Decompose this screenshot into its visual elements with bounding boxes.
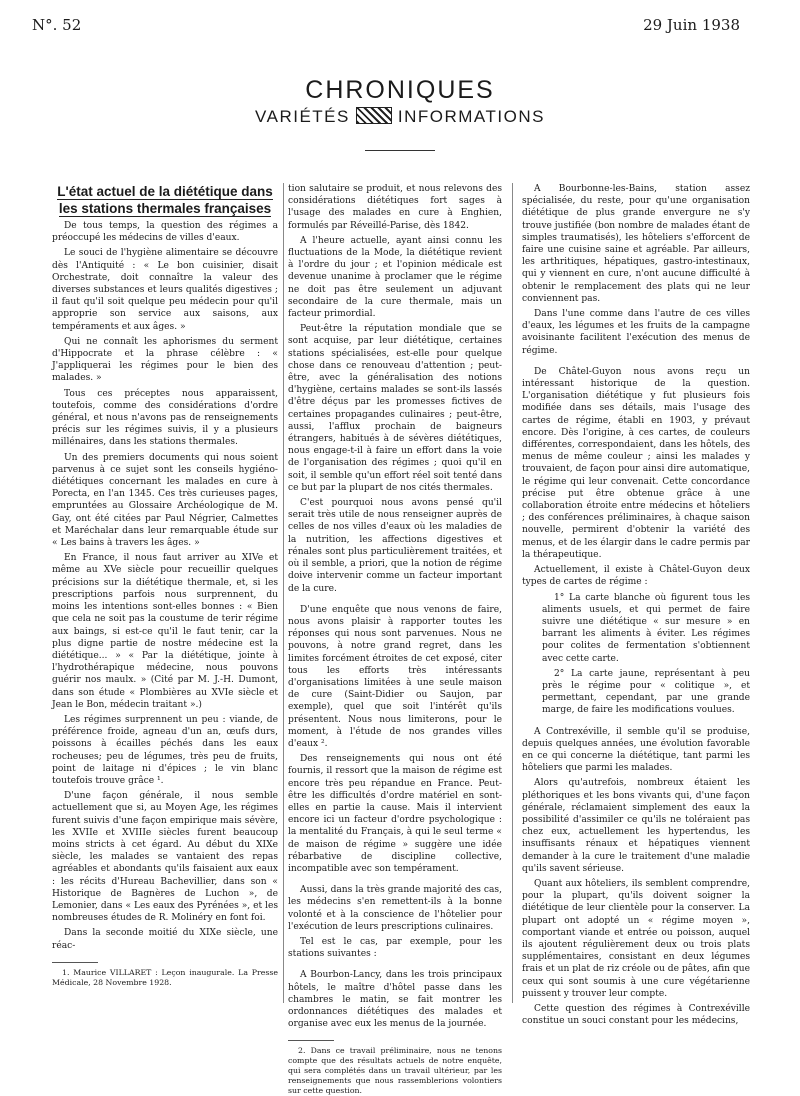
paragraph: De Châtel-Guyon nous avons reçu un intéressant historique de la question. L'organisation diététique y fut plusieurs fois modifiée dans ses détails, mais l'usage des cartes de régime, établi en 1903, y prévaut encore. Dès l'origine, à ces cartes, de couleurs différentes, correspondaient, dans les hôtels, des menus de même couleur ; ainsi les malades y trouvaient, de façon pour ainsi dire automatique, le régime qui leur convenait. Cette concordance précise put être obtenue grâce à une collaboration étroite entre médecins et hôteliers ; des conférences préliminaires, à chaque saison nouvelle, permirent d'obtenir la variété des menus, et de les élargir dans le cadre permis par la thérapeutique. xyxy=(522,366,750,560)
paragraph: Dans l'une comme dans l'autre de ces villes d'eaux, les légumes et les fruits de la campagne avoisinante facilitent l'exécution des menus de régime. xyxy=(522,309,750,356)
list-item: 2° La carte jaune, représentant à peu près le régime pour « colitique », et permettant, cependant, par une grande marge, de faire les modifications voulues. xyxy=(542,668,750,716)
paragraph: Peut-être la réputation mondiale que se sont acquise, par leur diététique, certaines stations spécialisées, est-elle pour quelque chose dans ce renouveau d'attention ; peut-être, avec la généralisation des notions d'hygiène, certains malades se sont-ils lassés d'être déçus par les promesses fictives de certaines propagandes culinaires ; peut-être, aussi, l'afflux prochain de baigneurs étrangers, habitués à de sévères diététiques, nous engage-t-il à faire un effort dans la voie de l'organisation des régimes ; quoi qu'il en soit, il semble qu'un effort réel soit tenté dans ce but par la plupart de nos cités thermales. xyxy=(288,324,502,493)
footnote: 1. Maurice VILLARET : Leçon inaugurale. La Presse Médicale, 28 Novembre 1928. xyxy=(52,967,278,987)
paragraph: Actuellement, il existe à Châtel-Guyon deux types de cartes de régime : xyxy=(522,565,750,588)
article-column-2 xyxy=(288,183,502,1096)
paragraph: D'une façon générale, il nous semble actuellement que si, au Moyen Age, les régimes furent suivis d'une façon empirique mais sévère, les XVIIe et XVIIIe siècles furent beaucoup moins stricts à cet égard. Au début du XIXe siècle, les malades se vantaient des repas agréables et abondants qu'ils faisaient aux eaux : les récits d'Hureau Bachevillier, dans son « Historique de Bagnères de Luchon », de Lemonier, dans « Les eaux des Pyrénées », et les nombreuses études de R. Molinéry en font foi. xyxy=(52,791,278,924)
paragraph: C'est pourquoi nous avons pensé qu'il serait très utile de nous renseigner auprès de celles de nos villes d'eaux où les maladies de la nutrition, les affections digestives et rénales sont plus particulièrement traitées, et où il semble, a priori, que la notion de régime doive intervenir comme un facteur important de la cure. xyxy=(288,498,502,594)
paragraph: A l'heure actuelle, ayant ainsi connu les fluctuations de la Mode, la diététique revient à l'ordre du jour ; et l'opinion médicale est devenue unanime à proclamer que le régime ne doit pas être seulement un adjuvant secondaire de la cure thermale, mais un facteur primordial. xyxy=(288,235,502,320)
article-title: L'état actuel de la diététique dans les stations thermales françaises xyxy=(57,184,273,216)
paragraph: Dans la seconde moitié du XIXe siècle, une réac- xyxy=(52,928,278,951)
paragraph: Aussi, dans la très grande majorité des cas, les médecins s'en remettent-ils à la bonne volonté et à la conscience de l'hôtelier pour l'exécution de leurs prescriptions culinaires. xyxy=(288,885,502,932)
masthead-rule xyxy=(365,150,435,151)
paragraph: Quant aux hôteliers, ils semblent comprendre, pour la plupart, qu'ils doivent soigner la diététique de leur clientèle pour la conserver. La plupart ont adopté un « régime moyen », comportant viande et entrée ou poisson, auquel ils ajoutent régulièrement deux ou trois plats supplémentaires, consistant en deux légumes frais et un plat de riz créole ou de pâtes, afin que ceux qui sont soumis à une cure végétarienne puissent y trouver leur compte. xyxy=(522,878,750,999)
paragraph: D'une enquête que nous venons de faire, nous avons plaisir à rapporter toutes les réponses qui nous sont parvenues. Nous ne pouvons, à notre grand regret, dans les limites forcément étroites de cet exposé, citer tous les efforts très intéressants d'organisations limitées à une seule maison de cure (Saint-Didier ou Saujon, par exemple), quel que soit l'intérêt qu'ils présentent. Nous nous limiterons, pour le moment, à l'étude de nos grandes villes d'eaux ². xyxy=(288,604,502,749)
masthead-subtitle xyxy=(0,107,800,127)
paragraph: Tous ces préceptes nous apparaissent, toutefois, comme des considérations d'ordre général, et nous n'avons pas de renseignements précis sur les régimes suivis, il y a plusieurs millénaires, dans les stations thermales. xyxy=(52,388,278,448)
paragraph: Tel est le cas, par exemple, pour les stations suivantes : xyxy=(288,936,502,960)
column-divider xyxy=(512,183,513,1003)
masthead-informations: INFORMATIONS xyxy=(397,107,545,126)
footnote-rule xyxy=(288,1040,334,1041)
paragraph: A Bourbon-Lancy, dans les trois principaux hôtels, le maître d'hôtel passe dans les chambres le matin, se fait montrer les ordonnances diététiques des malades et organise avec eux les menus de la journée. xyxy=(288,970,502,1030)
paragraph: Des renseignements qui nous ont été fournis, il ressort que la maison de régime est encore très peu répandue en France. Peut-être les difficultés d'ordre matériel en sont-elles en partie la cause. Mais il intervient encore ici un facteur d'ordre psychologique : la mentalité du Français, à qui le seul terme « de maison de régime » suggère une idée rébarbative de discipline collective, incompatible avec son tempérament. xyxy=(288,754,502,874)
paragraph: A Bourbonne-les-Bains, station assez spécialisée, du reste, pour qu'une organisation diététique de plus grande envergure ne s'y trouve justifiée (bon nombre de malades étant de simples traumatisés), les hôteliers s'efforcent de faire une cuisine saine et agréable. Par ailleurs, les arthritiques, hépatiques, gastro-intestinaux, qui y viennent en cure, n'ont aucune difficulté à obtenir le remplacement des plats qui ne leur conviennent pas. xyxy=(522,184,750,304)
column-divider xyxy=(283,183,284,1003)
ornament-icon xyxy=(356,107,392,124)
paragraph: De tous temps, la question des régimes a préoccupé les médecins de villes d'eaux. xyxy=(52,221,278,244)
paragraph: Un des premiers documents qui nous soient parvenus à ce sujet sont les conseils hygiéno-diététiques concernant les malades en cure à Porecta, en l'an 1345. Ces très curieuses pages, empruntées au Glossaire Archéologique de M. Gay, ont été citées par Paul Négrier, Calmettes et Maréchalar dans leur remarquable étude sur « Les bains à travers les âges. » xyxy=(52,452,278,549)
footnote: 2. Dans ce travail préliminaire, nous ne tenons compte que des résultats actuels de notre enquête, qui sera complétés dans un travail ultérieur, par les renseignements que nous rassemblerions volontiers sur cette question. xyxy=(288,1046,502,1096)
article-column-3 xyxy=(522,183,750,1030)
paragraph: En France, il nous faut arriver au XIVe et même au XVe siècle pour recueillir quelques précisions sur la diététique thermale, et, si les prescriptions parfois nous surprennent, du moins les intentions sont-elles bonnes : « Bien que cela ne soit pas la coustume de terir régime aux baings, si est-ce qu'il le faut tenir, car la plus digne partie de nostre médecine est la diététique... » « Par la diététique, jointe à l'hydrothérapique médecine, nous pouvons guérir nos maulx. » (Cité par M. J.-H. Dumont, dans son étude « Plombières au XVIe siècle et Jean le Bon, médecin traitant ».) xyxy=(52,553,278,710)
masthead-varietes: VARIÉTÉS xyxy=(255,107,350,126)
masthead xyxy=(0,76,800,127)
paragraph: Le souci de l'hygiène alimentaire se découvre dès l'Antiquité : « Le bon cuisinier, disait Orchestrate, doit connaître la valeur des diverses substances et leurs qualités digestives ; il faut qu'il soit quelque peu médecin pour qu'il approprie son service aux saisons, aux tempéraments et aux âges. » xyxy=(52,248,278,332)
list-item: 1° La carte blanche où figurent tous les aliments usuels, et qui permet de faire suivre une diététique « sur mesure » en barrant les aliments à éviter. Les régimes pour colites de fermentation s'obtiennent avec cette carte. xyxy=(542,592,750,664)
issue-date: 29 Juin 1938 xyxy=(643,16,740,34)
paragraph: tion salutaire se produit, et nous relevons des considérations diététiques fort sages à l'usage des malades en cure à Enghien, formulés par Réveillé-Parise, dès 1842. xyxy=(288,184,502,231)
paragraph: Alors qu'autrefois, nombreux étaient les pléthoriques et les bons vivants qui, d'une façon générale, réclamaient simplement des eaux la possibilité d'assimiler ce qu'ils ne toléraient pas chez eux, actuellement les hypertendus, les insuffisants rénaux et hépatiques viennent demander à la cure le traitement d'une maladie qu'ils savent sérieuse. xyxy=(522,778,750,874)
paragraph: Les régimes surprennent un peu : viande, de préférence froide, agneau d'un an, œufs durs, poissons à écailles péchés dans les eaux rocheuses; peu de légumes, très peu de fruits, point de laitage ni d'épices ; le vin blanc toutefois trouve grâce ¹. xyxy=(52,714,278,786)
masthead-title: CHRONIQUES xyxy=(305,76,495,104)
paragraph: A Contrexéville, il semble qu'il se produise, depuis quelques années, une évolution favorable en ce qui concerne la diététique, tant parmi les hôteliers que parmi les malades. xyxy=(522,726,750,774)
article-column-1 xyxy=(52,183,278,988)
issue-number: N°. 52 xyxy=(32,16,82,34)
paragraph: Qui ne connaît les aphorismes du serment d'Hippocrate et la phrase célèbre : « J'appliquerai les régimes pour le bien des malades. » xyxy=(52,336,278,384)
paragraph: Cette question des régimes à Contrexéville constitue un souci constant pour les médecins, xyxy=(522,1004,750,1027)
footnote-rule xyxy=(52,962,98,963)
